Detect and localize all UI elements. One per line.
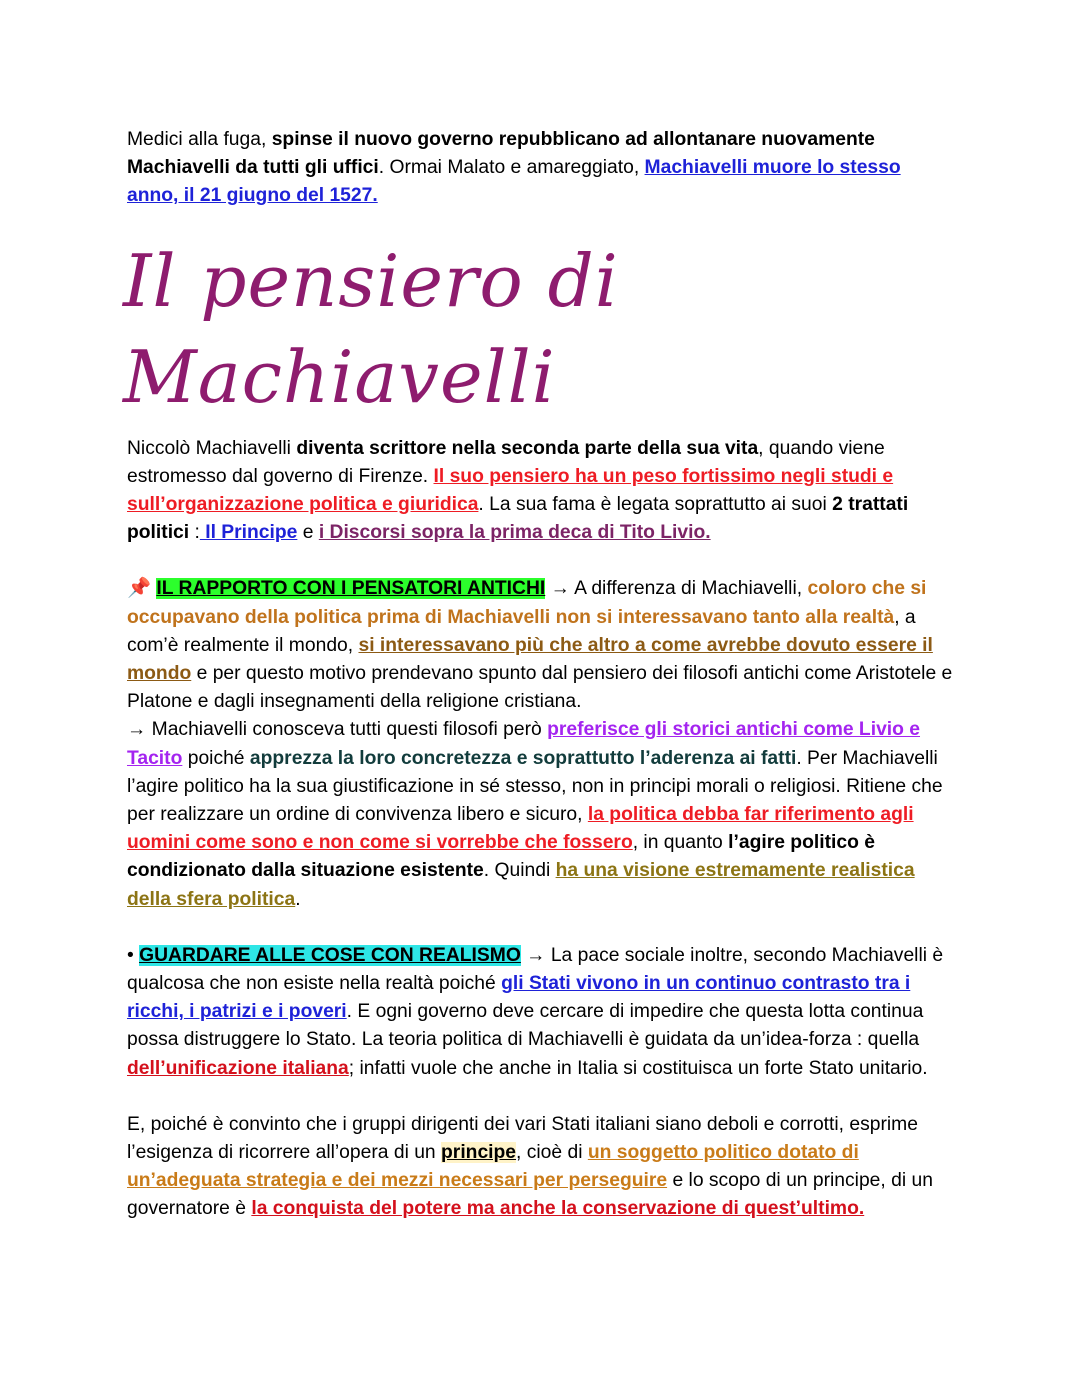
formatted-text: la conquista del potere ma anche la conservazione di quest’ultimo.: [251, 1198, 865, 1220]
text-run: . E ogni governo deve cercare di impedire che questa lotta continua possa distruggere lo Stato. La teoria politica di Machiavelli è guidata da un’idea-forza : quella: [127, 1001, 924, 1051]
text-run: e lo scopo di un principe, di un governatore è: [127, 1170, 933, 1220]
section-heading: Il pensiero di Machiavelli: [123, 238, 619, 419]
text-run: . Quindi: [483, 860, 556, 882]
formatted-text: Il suo pensiero ha un peso fortissimo negli studi e sull’organizzazione politica e giuridica: [127, 465, 894, 516]
formatted-text: apprezza la loro concretezza e soprattutto l’aderenza ai fatti: [249, 747, 797, 769]
text-run: , quando viene estromesso dal governo di Firenze.: [127, 437, 885, 487]
formatted-text: l’agire politico è condizionato dalla situazione esistente: [127, 832, 875, 882]
formatted-text: gli Stati vivono in un continuo contrasto tra i ricchi, i patrizi e i poveri: [127, 973, 911, 1023]
text-run: , a com’è realmente il mondo,: [127, 606, 916, 656]
formatted-text: diventa scrittore nella seconda parte della sua vita: [296, 437, 759, 459]
text-run: → La pace sociale inoltre, secondo Machiavelli è qualcosa che non esiste nella realtà poiché: [127, 944, 944, 995]
paragraph-gap: [127, 1083, 957, 1111]
section-body: [127, 435, 957, 1224]
text-run: Niccolò Machiavelli: [127, 437, 297, 459]
formatted-text: GUARDARE ALLE COSE CON REALISMO: [139, 944, 521, 966]
text-run: ; infatti vuole che anche in Italia si costituisca un forte Stato unitario.: [348, 1057, 928, 1079]
formatted-text: coloro che si occupavano della politica prima di Machiavelli non si interessavano tanto alla realtà: [127, 578, 927, 628]
text-run: poiché: [182, 747, 250, 769]
paragraph-gap: [127, 547, 957, 575]
formatted-text: IL RAPPORTO CON I PENSATORI ANTICHI: [156, 578, 546, 600]
text-run: e: [297, 522, 319, 544]
text-run: . Ormai Malato e amareggiato,: [378, 157, 645, 179]
formatted-text: un soggetto politico dotato di un’adeguata strategia e dei mezzi necessari per perseguire: [127, 1142, 859, 1192]
formatted-text: si interessavano più che altro a come avrebbe dovuto essere il mondo: [127, 634, 933, 685]
formatted-text: 2 trattati politici: [127, 494, 909, 544]
formatted-text: dell’unificazione italiana: [127, 1057, 349, 1079]
formatted-text: preferisce gli storici antichi come Livio e Tacito: [127, 719, 921, 769]
text-run: , cioè di: [516, 1142, 588, 1164]
paragraph: [127, 1111, 957, 1224]
text-run: E, poiché è convinto che i gruppi dirigenti dei vari Stati italiani siano deboli e corrotti, esprime l’esigenza di ricorrere all’opera di un: [127, 1113, 918, 1164]
formatted-text: Il Principe: [199, 522, 298, 544]
text-run: , in quanto: [632, 832, 729, 854]
text-run: → Machiavelli conosceva tutti questi filosofi però: [127, 719, 548, 741]
text-run: :: [189, 522, 200, 544]
formatted-text: Machiavelli muore lo stesso anno, il 21 giugno del 1527.: [127, 157, 901, 207]
text-run: . Per Machiavelli l’agire politico ha la sua giustificazione in sé stesso, non in principi morali o religiosi. Ritiene che per realizzare un ordine di convivenza libero e sicuro,: [127, 747, 943, 826]
text-run: Medici alla fuga,: [127, 129, 272, 150]
intro-section: [127, 126, 957, 211]
paragraph: [127, 435, 957, 548]
formatted-text: spinse il nuovo governo repubblicano ad allontanare nuovamente Machiavelli da tutti gli uffici: [127, 129, 875, 179]
text-run: .: [295, 888, 301, 910]
formatted-text: principe: [441, 1142, 517, 1164]
document-page: [123, 126, 957, 1224]
formatted-text: ha una visione estremamente realistica della sfera politica: [127, 860, 915, 910]
text-run: . La sua fama è legata soprattutto ai suoi: [478, 494, 833, 516]
paragraph-gap: [127, 914, 957, 942]
formatted-text: i Discorsi sopra la prima deca di Tito Livio.: [318, 522, 711, 544]
paragraph: [127, 575, 957, 716]
paragraph: [127, 126, 957, 211]
paragraph: [127, 716, 957, 913]
text-run: e per questo motivo prendevano spunto dal pensiero dei filosofi antichi come Aristotele e Platone e dagli insegnamenti della religione cristiana.: [127, 663, 953, 713]
text-run: → A differenza di Machiavelli,: [545, 578, 808, 600]
text-run: 📌: [127, 578, 157, 600]
text-run: •: [127, 944, 140, 966]
formatted-text: la politica debba far riferimento agli uomini come sono e non come si vorrebbe che fossero: [127, 804, 914, 854]
paragraph: [127, 942, 957, 1083]
